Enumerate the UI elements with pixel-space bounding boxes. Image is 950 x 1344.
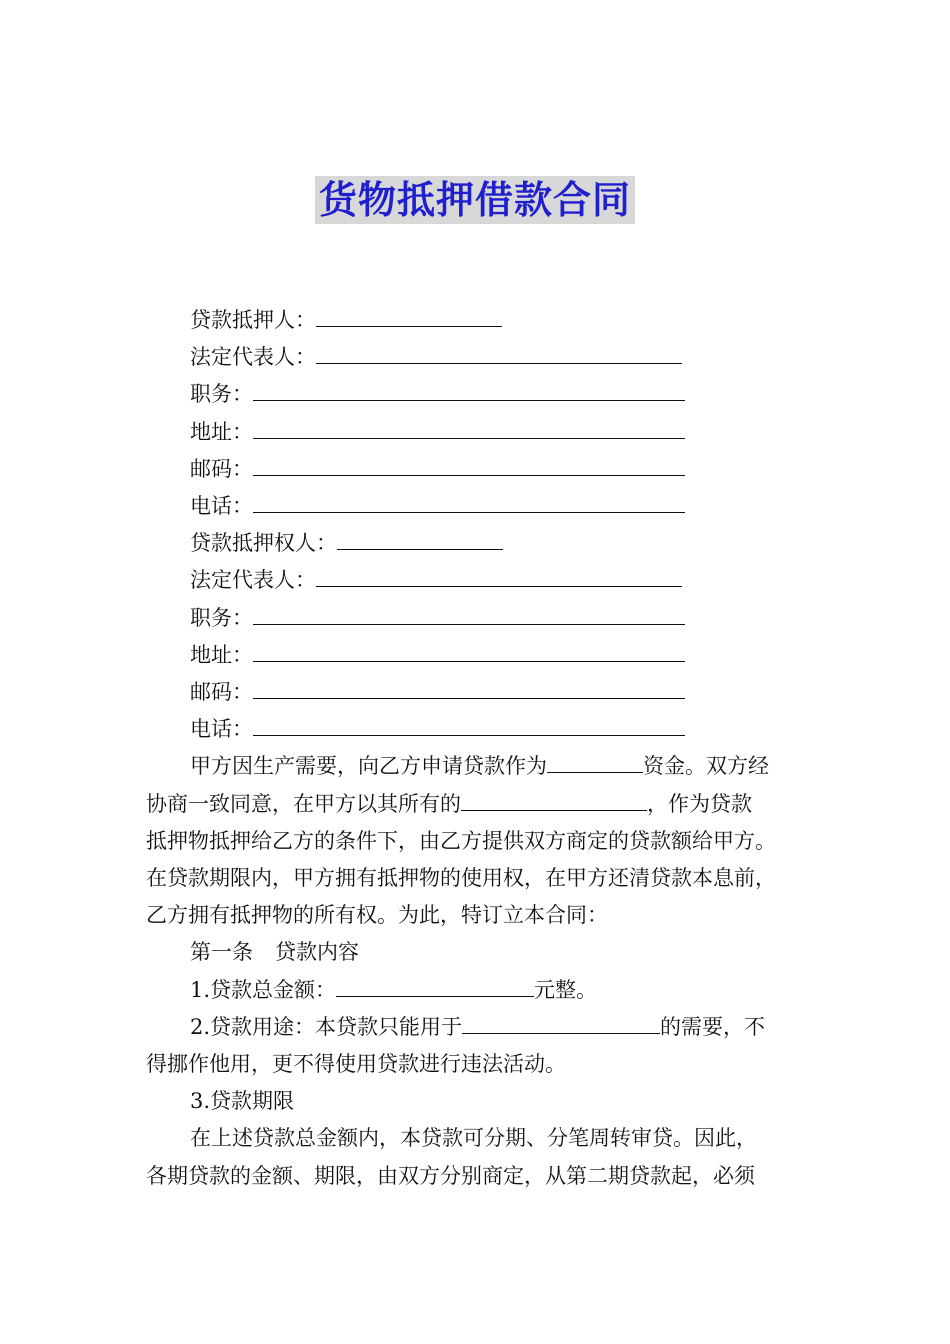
article1-number: 第一条 bbox=[190, 940, 253, 965]
article1-item3: 3.贷款期限 bbox=[190, 1089, 295, 1114]
intro-line-1 bbox=[146, 748, 810, 785]
article1-heading bbox=[146, 934, 810, 971]
mortgagee-postcode-label: 邮码： bbox=[190, 680, 253, 705]
document-body bbox=[146, 302, 810, 1195]
mortgagor-line bbox=[146, 302, 810, 339]
mortgagor-phone-line bbox=[146, 488, 810, 525]
title-wrap bbox=[0, 176, 950, 224]
mortgagor-position-blank bbox=[253, 399, 685, 401]
mortgagee-postcode-blank bbox=[253, 697, 685, 699]
mortgagor-address-label: 地址： bbox=[190, 419, 253, 444]
mortgagor-position-line bbox=[146, 376, 810, 413]
mortgagee-label: 贷款抵押权人： bbox=[190, 531, 337, 556]
mortgagee-position-blank bbox=[253, 623, 685, 625]
intro-text-2a: 协商一致同意，在甲方以其所有的 bbox=[146, 791, 461, 816]
article1-para-1: 在上述贷款总金额内，本贷款可分期、分笔周转审贷。因此， bbox=[190, 1126, 757, 1151]
mortgagor-postcode-blank bbox=[253, 474, 685, 476]
mortgagee-address-label: 地址： bbox=[190, 642, 253, 667]
loan-use-label: 2.贷款用途：本贷款只能用于 bbox=[190, 1014, 463, 1039]
loan-use-blank bbox=[462, 1032, 660, 1034]
mortgagee-postcode-line bbox=[146, 674, 810, 711]
mortgagee-position-line bbox=[146, 600, 810, 637]
mortgagee-phone-label: 电话： bbox=[190, 717, 253, 742]
mortgagor-postcode-label: 邮码： bbox=[190, 456, 253, 481]
mortgagor-position-label: 职务： bbox=[190, 382, 253, 407]
mortgagee-position-label: 职务： bbox=[190, 605, 253, 630]
mortgagor-address-line bbox=[146, 414, 810, 451]
mortgagor-phone-blank bbox=[253, 511, 685, 513]
intro-text-1b: 资金。双方经 bbox=[643, 754, 769, 779]
loan-amount-label: 1.贷款总金额： bbox=[190, 977, 337, 1002]
article1-item2-cont: 得挪作他用，更不得使用贷款进行违法活动。 bbox=[146, 1052, 566, 1077]
intro-text-2b: ，作为贷款 bbox=[647, 791, 752, 816]
mortgagee-address-line bbox=[146, 637, 810, 674]
purpose-blank bbox=[547, 771, 643, 773]
intro-line-4: 在贷款期限内，甲方拥有抵押物的使用权，在甲方还清贷款本息前， bbox=[146, 866, 776, 891]
document-title: 货物抵押借款合同 bbox=[315, 176, 635, 224]
mortgagor-rep-blank bbox=[316, 362, 682, 364]
mortgagee-phone-blank bbox=[253, 734, 685, 736]
collateral-blank bbox=[461, 809, 647, 811]
intro-line-2 bbox=[146, 786, 810, 823]
mortgagor-label: 贷款抵押人： bbox=[190, 308, 316, 332]
mortgagor-postcode-line bbox=[146, 451, 810, 488]
loan-amount-blank bbox=[336, 995, 534, 997]
loan-use-suffix: 的需要，不 bbox=[660, 1014, 766, 1039]
article1-para-2: 各期贷款的金额、期限，由双方分别商定，从第二期贷款起，必须 bbox=[146, 1163, 755, 1188]
mortgagee-phone-line bbox=[146, 711, 810, 748]
mortgagor-rep-label: 法定代表人： bbox=[190, 345, 316, 370]
mortgagee-rep-label: 法定代表人： bbox=[190, 568, 316, 593]
article1-item1 bbox=[146, 972, 810, 1009]
mortgagor-phone-label: 电话： bbox=[190, 494, 253, 519]
intro-text-1a: 甲方因生产需要，向乙方申请贷款作为 bbox=[190, 754, 547, 779]
mortgagee-rep-blank bbox=[316, 585, 682, 587]
mortgagee-blank bbox=[337, 548, 503, 550]
mortgagor-rep-line bbox=[146, 339, 810, 376]
intro-line-3: 抵押物抵押给乙方的条件下，由乙方提供双方商定的贷款额给甲方。 bbox=[146, 828, 776, 853]
mortgagor-blank bbox=[316, 325, 502, 327]
article1-title: 贷款内容 bbox=[275, 940, 359, 965]
loan-amount-suffix: 元整。 bbox=[534, 977, 598, 1002]
mortgagee-rep-line bbox=[146, 562, 810, 599]
mortgagor-address-blank bbox=[253, 437, 685, 439]
article1-item2 bbox=[146, 1009, 810, 1046]
mortgagee-line bbox=[146, 525, 810, 562]
intro-line-5: 乙方拥有抵押物的所有权。为此，特订立本合同： bbox=[146, 903, 608, 928]
mortgagee-address-blank bbox=[253, 660, 685, 662]
